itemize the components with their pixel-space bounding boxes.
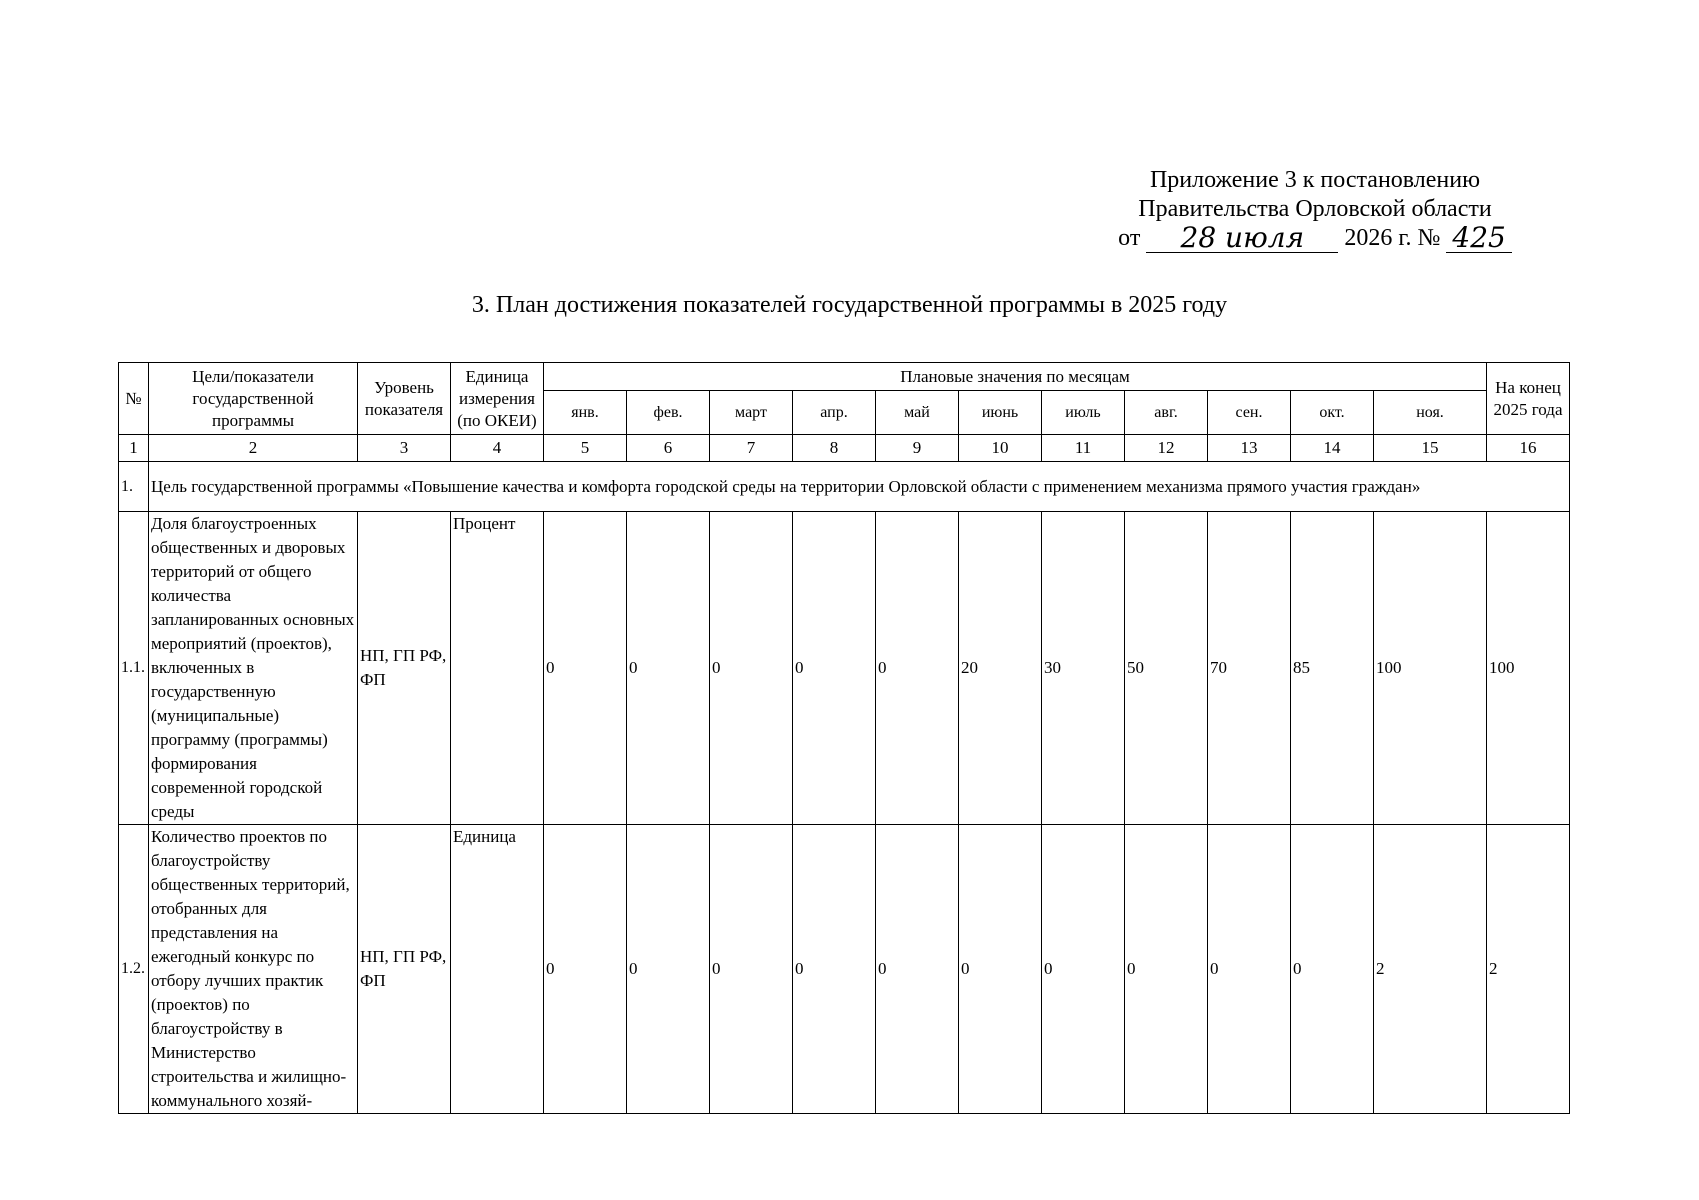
monthly-value: 70	[1208, 512, 1291, 825]
column-number: 14	[1291, 435, 1374, 462]
goal-num: 1.	[119, 462, 149, 512]
monthly-value: 0	[876, 512, 959, 825]
appendix-line-1: Приложение 3 к постановлению	[1149, 167, 1481, 193]
month-header: июнь	[959, 391, 1042, 435]
month-header: апр.	[793, 391, 876, 435]
appendix-stamp	[1110, 166, 1520, 253]
handwritten-date: 28 июля	[1146, 224, 1338, 253]
monthly-value: 100	[1374, 512, 1487, 825]
month-header: авг.	[1125, 391, 1208, 435]
month-header: окт.	[1291, 391, 1374, 435]
year-end-value: 2	[1487, 825, 1570, 1114]
monthly-value: 0	[1291, 825, 1374, 1114]
column-number: 9	[876, 435, 959, 462]
column-numbers-row	[119, 435, 1570, 462]
column-number: 15	[1374, 435, 1487, 462]
monthly-value: 0	[1208, 825, 1291, 1114]
appendix-year-label: 2026 г. №	[1344, 225, 1441, 251]
month-header: сен.	[1208, 391, 1291, 435]
year-end-value: 100	[1487, 512, 1570, 825]
column-number: 3	[358, 435, 451, 462]
monthly-value: 85	[1291, 512, 1374, 825]
monthly-value: 0	[1042, 825, 1125, 1114]
month-header: фев.	[627, 391, 710, 435]
goal-text: Цель государственной программы «Повышение качества и комфорта городской среды на территории Орловской области с применением механизма прямого участия граждан»	[149, 462, 1570, 512]
column-number: 10	[959, 435, 1042, 462]
appendix-from-label: от	[1118, 225, 1141, 251]
monthly-value: 0	[710, 512, 793, 825]
column-number: 4	[451, 435, 544, 462]
plan-table	[118, 362, 1570, 1114]
indicator-name: Количество проектов по благоустройству общественных территорий, отобранных для представления на ежегодный конкурс по отбору лучших практик (проектов) по благоустройству в Министерство строительства и жилищно-коммунального хозяй-	[149, 825, 358, 1114]
monthly-value: 20	[959, 512, 1042, 825]
column-number: 5	[544, 435, 627, 462]
monthly-value: 0	[544, 825, 627, 1114]
monthly-value: 30	[1042, 512, 1125, 825]
month-header: июль	[1042, 391, 1125, 435]
indicator-num: 1.2.	[119, 825, 149, 1114]
column-number: 6	[627, 435, 710, 462]
table-row	[119, 512, 1570, 825]
indicator-level: НП, ГП РФ, ФП	[358, 825, 451, 1114]
indicator-unit: Процент	[451, 512, 544, 825]
monthly-value: 0	[1125, 825, 1208, 1114]
indicator-unit: Единица	[451, 825, 544, 1114]
header-goal: Цели/показатели государственной программы	[149, 363, 358, 435]
month-header: янв.	[544, 391, 627, 435]
goal-row	[119, 462, 1570, 512]
monthly-value: 2	[1374, 825, 1487, 1114]
column-number: 13	[1208, 435, 1291, 462]
month-header: май	[876, 391, 959, 435]
column-number: 12	[1125, 435, 1208, 462]
monthly-value: 0	[793, 825, 876, 1114]
column-number: 2	[149, 435, 358, 462]
indicator-num: 1.1.	[119, 512, 149, 825]
handwritten-number: 425	[1446, 224, 1511, 253]
column-number: 8	[793, 435, 876, 462]
monthly-value: 0	[710, 825, 793, 1114]
month-header: ноя.	[1374, 391, 1487, 435]
monthly-value: 0	[959, 825, 1042, 1114]
column-number: 1	[119, 435, 149, 462]
monthly-value: 0	[544, 512, 627, 825]
monthly-value: 0	[627, 825, 710, 1114]
monthly-value: 0	[627, 512, 710, 825]
appendix-line-3	[1110, 221, 1520, 254]
header-monthly: Плановые значения по месяцам	[544, 363, 1487, 391]
column-number: 7	[710, 435, 793, 462]
indicator-level: НП, ГП РФ, ФП	[358, 512, 451, 825]
header-year-end: На конец 2025 года	[1487, 363, 1570, 435]
column-number: 16	[1487, 435, 1570, 462]
table-row	[119, 825, 1570, 1114]
monthly-value: 0	[876, 825, 959, 1114]
monthly-value: 50	[1125, 512, 1208, 825]
header-level: Уровень показателя	[358, 363, 451, 435]
appendix-line-2: Правительства Орловской области	[1138, 196, 1492, 222]
document-title: 3. План достижения показателей государственной программы в 2025 году	[471, 292, 1228, 318]
indicator-name: Доля благоустроенных общественных и дворовых территорий от общего количества запланированных основных мероприятий (проектов), включенных в государственную (муниципальные) программу (программы) формирования современной городской среды	[149, 512, 358, 825]
header-unit: Единица измерения (по ОКЕИ)	[451, 363, 544, 435]
month-header: март	[710, 391, 793, 435]
monthly-value: 0	[793, 512, 876, 825]
column-number: 11	[1042, 435, 1125, 462]
header-num: №	[119, 363, 149, 435]
